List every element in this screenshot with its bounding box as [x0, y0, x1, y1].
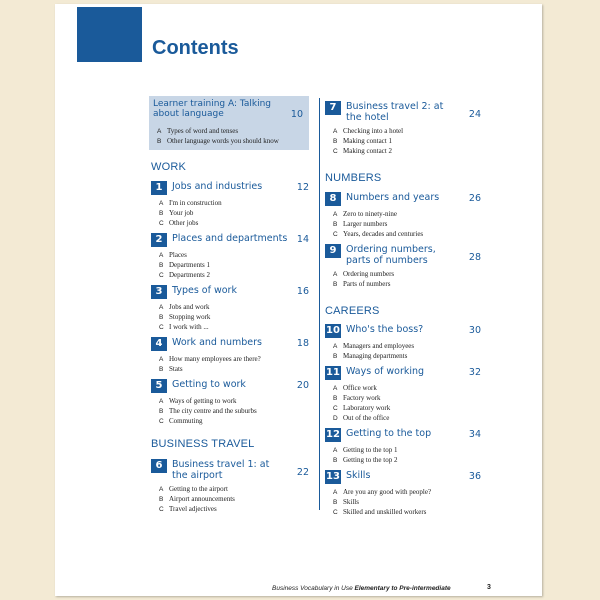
subtopic-text: Laboratory work: [343, 404, 391, 412]
footer-book-title: [272, 585, 451, 592]
subtopic-letter: A: [333, 447, 338, 454]
subtopic-text: Airport announcements: [169, 495, 235, 503]
subtopic-letter: A: [333, 271, 338, 278]
unit-page-number: 14: [296, 234, 309, 245]
unit-title: Business travel 2: at the hotel: [346, 101, 444, 123]
unit-title: Types of work: [172, 285, 237, 296]
unit-page-number: 12: [296, 182, 309, 193]
subtopic-text: Skills: [343, 498, 359, 506]
unit-8: [325, 192, 485, 239]
subtopic-text: Zero to ninety-nine: [343, 210, 398, 218]
subtopic-text: Factory work: [343, 394, 381, 402]
unit-title: Getting to the top: [346, 428, 432, 439]
subtopic-text: Other language words you should know: [167, 137, 279, 145]
subtopic-text: Making contact 1: [343, 137, 392, 145]
subtopic: [325, 413, 485, 423]
subtopic-letter: B: [159, 408, 164, 415]
subtopic: [151, 364, 313, 374]
subtopic-letter: B: [159, 210, 164, 217]
subtopic-letter: C: [159, 506, 164, 513]
subtopic-letter: A: [157, 128, 162, 135]
unit-heading: [151, 181, 313, 195]
unit-number-badge: 3: [151, 285, 167, 299]
subtopic: [151, 406, 313, 416]
unit-subtopics: [325, 445, 485, 465]
subtopic-text: Are you any good with people?: [343, 488, 432, 496]
subtopic: [325, 269, 485, 279]
subtopic: [151, 250, 313, 260]
subtopic: [325, 403, 485, 413]
unit-heading: [151, 233, 313, 247]
unit-number-badge: 7: [325, 101, 341, 115]
unit-3: [151, 285, 313, 332]
unit-subtopics: [325, 341, 485, 361]
subtopic-letter: B: [159, 262, 164, 269]
subtopic: [151, 416, 313, 426]
subtopic-letter: A: [333, 211, 338, 218]
subtopic-text: Your job: [169, 209, 194, 217]
unit-subtopics: [325, 126, 485, 156]
subtopic-text: Types of word and tenses: [167, 127, 239, 135]
subtopic: [325, 126, 485, 136]
subtopic-letter: C: [333, 405, 338, 412]
subtopic-text: I work with ...: [169, 323, 209, 331]
subtopic-text: Jobs and work: [169, 303, 210, 311]
subtopic-text: How many employees are there?: [169, 355, 261, 363]
unit-4: [151, 337, 313, 374]
subtopic: [325, 341, 485, 351]
unit-1: [151, 181, 313, 228]
subtopic: [325, 219, 485, 229]
unit-subtopics: [151, 354, 313, 374]
subtopic-text: Years, decades and centuries: [343, 230, 424, 238]
document-page: [55, 4, 542, 596]
subtopic-letter: A: [333, 128, 338, 135]
unit-title: Getting to work: [172, 379, 246, 390]
subtopic-letter: B: [333, 395, 338, 402]
subtopic-letter: A: [159, 304, 164, 311]
subtopic-letter: A: [159, 486, 164, 493]
unit-title: Places and departments: [172, 233, 288, 244]
unit-page-number: 36: [468, 471, 481, 482]
subtopic: [151, 312, 313, 322]
unit-heading: [325, 101, 485, 123]
unit-heading: [325, 470, 485, 484]
unit-2: [151, 233, 313, 280]
subtopic: [151, 218, 313, 228]
subtopic-text: Getting to the top 1: [343, 446, 398, 454]
subtopic-letter: A: [333, 343, 338, 350]
unit-page-number: 32: [468, 367, 481, 378]
learner-training-box: [149, 96, 309, 150]
unit-number-badge: 2: [151, 233, 167, 247]
subtopic-text: The city centre and the suburbs: [169, 407, 257, 415]
subtopic: [325, 393, 485, 403]
subtopic-letter: B: [159, 496, 164, 503]
subtopic-letter: C: [159, 220, 164, 227]
unit-number-badge: 1: [151, 181, 167, 195]
subtopic: [325, 229, 485, 239]
subtopic-letter: C: [333, 148, 338, 155]
unit-number-badge: 11: [326, 367, 340, 378]
subtopic-text: Office work: [343, 384, 377, 392]
subtopic-letter: A: [159, 200, 164, 207]
unit-title: Who's the boss?: [346, 324, 424, 335]
unit-heading: [151, 379, 313, 393]
section-heading-work: WORK: [151, 161, 187, 173]
subtopic-letter: A: [333, 385, 338, 392]
unit-heading: [151, 285, 313, 299]
subtopic-text: Managers and employees: [343, 342, 415, 350]
subtopic: [325, 487, 485, 497]
unit-subtopics: [151, 198, 313, 228]
header-color-block: [77, 7, 142, 62]
subtopic: [151, 484, 313, 494]
unit-subtopics: [151, 302, 313, 332]
subtopic-text: Checking into a hotel: [343, 127, 404, 135]
subtopic: [325, 383, 485, 393]
subtopic: [325, 507, 485, 517]
unit-page-number: 30: [468, 325, 481, 336]
subtopic-letter: B: [159, 366, 164, 373]
subtopic-text: Larger numbers: [343, 220, 388, 228]
unit-number-badge: 4: [151, 337, 167, 351]
subtopic-text: Managing departments: [343, 352, 408, 360]
subtopic-letter: B: [333, 221, 338, 228]
subtopic: [325, 445, 485, 455]
subtopic-letter: B: [333, 281, 338, 288]
unit-subtopics: [151, 250, 313, 280]
unit-page-number: 28: [468, 252, 481, 263]
subtopic-letter: C: [159, 272, 164, 279]
subtopic: [149, 126, 279, 136]
section-heading-business-travel: BUSINESS TRAVEL: [151, 438, 255, 450]
unit-number-badge: 10: [326, 325, 340, 336]
unit-subtopics: [325, 209, 485, 239]
subtopic-text: Departments 2: [169, 271, 211, 279]
subtopic: [325, 279, 485, 289]
unit-13: [325, 470, 485, 517]
subtopic: [151, 504, 313, 514]
subtopic-text: Places: [169, 251, 187, 259]
subtopic-letter: B: [333, 457, 338, 464]
unit-12: [325, 428, 485, 465]
subtopic-letter: B: [333, 499, 338, 506]
subtopic-text: Making contact 2: [343, 147, 392, 155]
page-title: Contents: [152, 37, 239, 59]
subtopic-letter: B: [333, 138, 338, 145]
footer-book-name: Business Vocabulary in Use: [272, 585, 353, 592]
subtopic-text: Getting to the top 2: [343, 456, 398, 464]
subtopic-text: Other jobs: [169, 219, 199, 227]
unit-title: Ways of working: [346, 366, 425, 377]
unit-9: [325, 244, 485, 289]
unit-heading: [325, 428, 485, 442]
subtopic: [325, 455, 485, 465]
subtopic-text: Ways of getting to work: [169, 397, 237, 405]
unit-10: [325, 324, 485, 361]
unit-heading: [325, 324, 485, 338]
subtopic-text: Getting to the airport: [169, 485, 228, 493]
unit-number-badge: 5: [151, 379, 167, 393]
subtopic-text: Stopping work: [169, 313, 211, 321]
subtopic-letter: C: [159, 418, 164, 425]
subtopic-text: Out of the office: [343, 414, 390, 422]
section-heading-numbers: NUMBERS: [325, 172, 382, 184]
subtopic: [151, 494, 313, 504]
unit-page-number: 18: [296, 338, 309, 349]
unit-title: Numbers and years: [346, 192, 440, 203]
unit-page-number: 24: [468, 109, 481, 120]
unit-6: [151, 459, 313, 514]
subtopic: [325, 497, 485, 507]
subtopic: [151, 270, 313, 280]
subtopic: [151, 322, 313, 332]
unit-7: [325, 101, 485, 156]
footer-page-number: 3: [487, 584, 491, 591]
subtopic: [325, 136, 485, 146]
unit-page-number: 16: [296, 286, 309, 297]
subtopic-letter: C: [333, 509, 338, 516]
unit-title: Jobs and industries: [172, 181, 263, 192]
unit-page-number: 22: [296, 467, 309, 478]
unit-heading: [325, 192, 485, 206]
subtopic: [149, 136, 279, 146]
subtopic-text: Travel adjectives: [169, 505, 217, 513]
unit-subtopics: [325, 269, 485, 289]
subtopic: [151, 354, 313, 364]
unit-subtopics: [325, 487, 485, 517]
unit-number-badge: 13: [326, 471, 340, 482]
unit-heading: [325, 244, 485, 266]
unit-title: Ordering numbers, parts of numbers: [346, 244, 436, 266]
unit-page-number: 20: [296, 380, 309, 391]
column-divider: [319, 98, 320, 510]
subtopic-text: Parts of numbers: [343, 280, 391, 288]
subtopic-letter: B: [157, 138, 162, 145]
unit-heading: [151, 459, 313, 481]
subtopic-letter: A: [159, 398, 164, 405]
subtopic: [325, 351, 485, 361]
unit-heading: [325, 366, 485, 380]
unit-subtopics: [151, 484, 313, 514]
subtopic-letter: A: [333, 489, 338, 496]
subtopic: [151, 198, 313, 208]
subtopic: [151, 396, 313, 406]
footer-level: Elementary to Pre-intermediate: [354, 585, 451, 592]
subtopic-letter: A: [159, 356, 164, 363]
learner-subtopics: [149, 126, 279, 146]
subtopic-letter: C: [159, 324, 164, 331]
subtopic-text: I'm in construction: [169, 199, 222, 207]
subtopic: [325, 146, 485, 156]
unit-title: Business travel 1: at the airport: [172, 459, 270, 481]
unit-title: Work and numbers: [172, 337, 262, 348]
unit-page-number: 26: [468, 193, 481, 204]
unit-page-number: 34: [468, 429, 481, 440]
unit-5: [151, 379, 313, 426]
unit-number-badge: 9: [325, 244, 341, 258]
subtopic: [325, 209, 485, 219]
subtopic-letter: A: [159, 252, 164, 259]
subtopic-letter: C: [333, 231, 338, 238]
subtopic-text: Stats: [169, 365, 183, 373]
subtopic-text: Skilled and unskilled workers: [343, 508, 427, 516]
subtopic-text: Departments 1: [169, 261, 211, 269]
subtopic: [151, 208, 313, 218]
unit-number-badge: 8: [325, 192, 341, 206]
subtopic: [151, 260, 313, 270]
learner-title: Learner training A: Talking about language: [153, 99, 272, 119]
subtopic: [151, 302, 313, 312]
learner-page-number: 10: [290, 109, 303, 120]
unit-11: [325, 366, 485, 423]
unit-subtopics: [151, 396, 313, 426]
subtopic-letter: D: [333, 415, 338, 422]
subtopic-letter: B: [333, 353, 338, 360]
unit-number-badge: 12: [326, 429, 340, 440]
section-heading-careers: CAREERS: [325, 305, 380, 317]
unit-heading: [151, 337, 313, 351]
subtopic-text: Ordering numbers: [343, 270, 395, 278]
subtopic-text: Commuting: [169, 417, 203, 425]
unit-subtopics: [325, 383, 485, 423]
unit-title: Skills: [346, 470, 371, 481]
unit-number-badge: 6: [151, 459, 167, 473]
subtopic-letter: B: [159, 314, 164, 321]
